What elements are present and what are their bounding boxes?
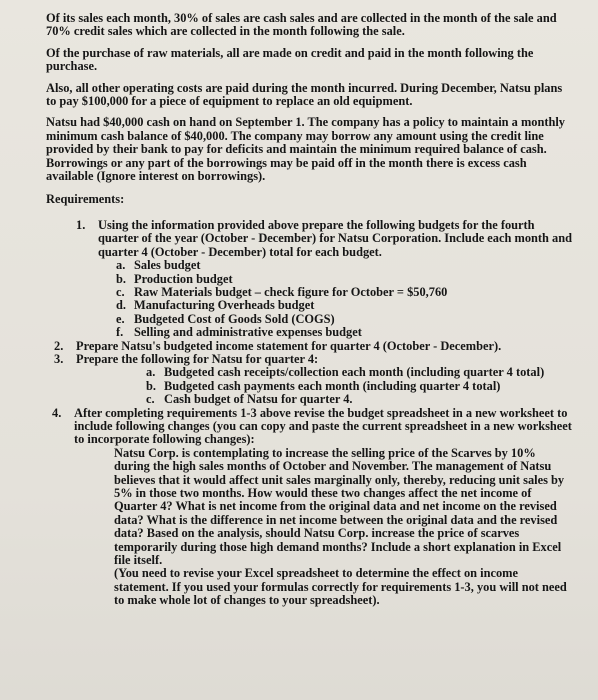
item-text: Cash budget of Natsu for quarter 4. — [164, 392, 353, 407]
item-text: Sales budget — [134, 258, 201, 273]
paragraph-raw-materials: Of the purchase of raw materials, all are made on credit and paid in the month following the purchase. — [46, 45, 534, 74]
paragraph-operating-costs: Also, all other operating costs are paid during the month incurred. During December, Natsu plans to pay $100,000 for a piece of equipment to replace an old equipment. — [46, 80, 563, 109]
list-item — [46, 380, 572, 393]
requirement-4-note: (You need to revise your Excel spreadsheet to determine the effect on income statement. If you used your formulas correctly for requirements 1-3, you will not need to make whole lot of changes to your spreadsheet). — [114, 566, 567, 608]
requirement-1 — [46, 219, 572, 340]
requirement-4 — [22, 407, 572, 608]
item-label: f. — [116, 325, 124, 340]
list-item — [46, 366, 572, 379]
budget-sublist — [98, 259, 572, 339]
list-item — [46, 273, 572, 286]
item-text: Budgeted cash payments each month (including quarter 4 total) — [164, 378, 501, 393]
requirement-4-detail: Natsu Corp. is contemplating to increase the selling price of the Scarves by 10% during the high sales months of October and November. The management of Natsu believes that it would affect unit sales marginally only, thereby, reducing unit sales by 5% in those two months. How would these two changes affect the net income of Quarter 4? What is net income from the original data and net income on the revised data? What is the difference in net income between the original data and the revised data? Based on the analysis, should Natsu Corp. increase the price of scarves temporarily during those high demand months? Include a short explanation in Excel file itself. — [114, 445, 565, 568]
cash-sublist — [46, 366, 572, 406]
item-text: Manufacturing Overheads budget — [134, 298, 315, 313]
item-text: Production budget — [134, 271, 233, 286]
requirement-number: 3. — [54, 351, 64, 366]
requirements-list — [46, 219, 572, 608]
list-item — [46, 313, 572, 326]
requirement-number: 2. — [54, 338, 64, 353]
item-label: a. — [146, 365, 156, 380]
requirement-text: Prepare Natsu's budgeted income statement for quarter 4 (October - December). — [76, 338, 502, 353]
item-text: Budgeted Cost of Goods Sold (COGS) — [134, 311, 335, 326]
paragraph-sales-collection: Of its sales each month, 30% of sales are cash sales and are collected in the month of the sale and 70% credit sales which are collected in the month following the sale. — [46, 11, 557, 39]
item-label: c. — [146, 392, 155, 407]
item-label: c. — [116, 284, 125, 299]
requirement-text: Using the information provided above prepare the following budgets for the fourth quarter of the year (October - December) for Natsu Corporation. Include each month and quarter 4 (October - December) total for each budget. — [98, 217, 572, 259]
requirement-number: 1. — [76, 217, 86, 232]
item-text: Budgeted cash receipts/collection each month (including quarter 4 total) — [164, 365, 545, 380]
item-text: Selling and administrative expenses budget — [134, 325, 362, 340]
requirement-2 — [16, 340, 572, 353]
item-label: b. — [116, 271, 126, 286]
list-item — [46, 299, 572, 312]
item-label: d. — [116, 298, 126, 313]
list-item — [46, 286, 572, 299]
paragraph-cash-policy: Natsu had $40,000 cash on hand on September 1. The company has a policy to maintain a monthly minimum cash balance of $40,000. The company may borrow any amount using the credit line provided by their bank to pay for deficits and maintain the minimum required balance of cash. Borrowings or any part of the borrowings may be paid off in the month there is excess cash available (Ignore interest on borrowings). — [46, 115, 566, 184]
requirement-number: 4. — [52, 405, 62, 420]
item-label: a. — [116, 258, 126, 273]
item-label: e. — [116, 311, 125, 326]
requirement-text: Prepare the following for Natsu for quarter 4: — [76, 351, 319, 366]
list-item — [46, 326, 572, 339]
list-item — [46, 259, 572, 272]
item-label: b. — [146, 378, 156, 393]
item-text: Raw Materials budget – check figure for October = $50,760 — [134, 284, 448, 299]
requirement-3 — [16, 353, 572, 407]
requirement-text: After completing requirements 1-3 above revise the budget spreadsheet in a new worksheet to include following changes (you can copy and paste the current spreadsheet in a new worksheet to incorporate following changes): — [74, 405, 572, 447]
list-item — [46, 393, 572, 406]
requirements-heading: Requirements: — [46, 192, 125, 207]
